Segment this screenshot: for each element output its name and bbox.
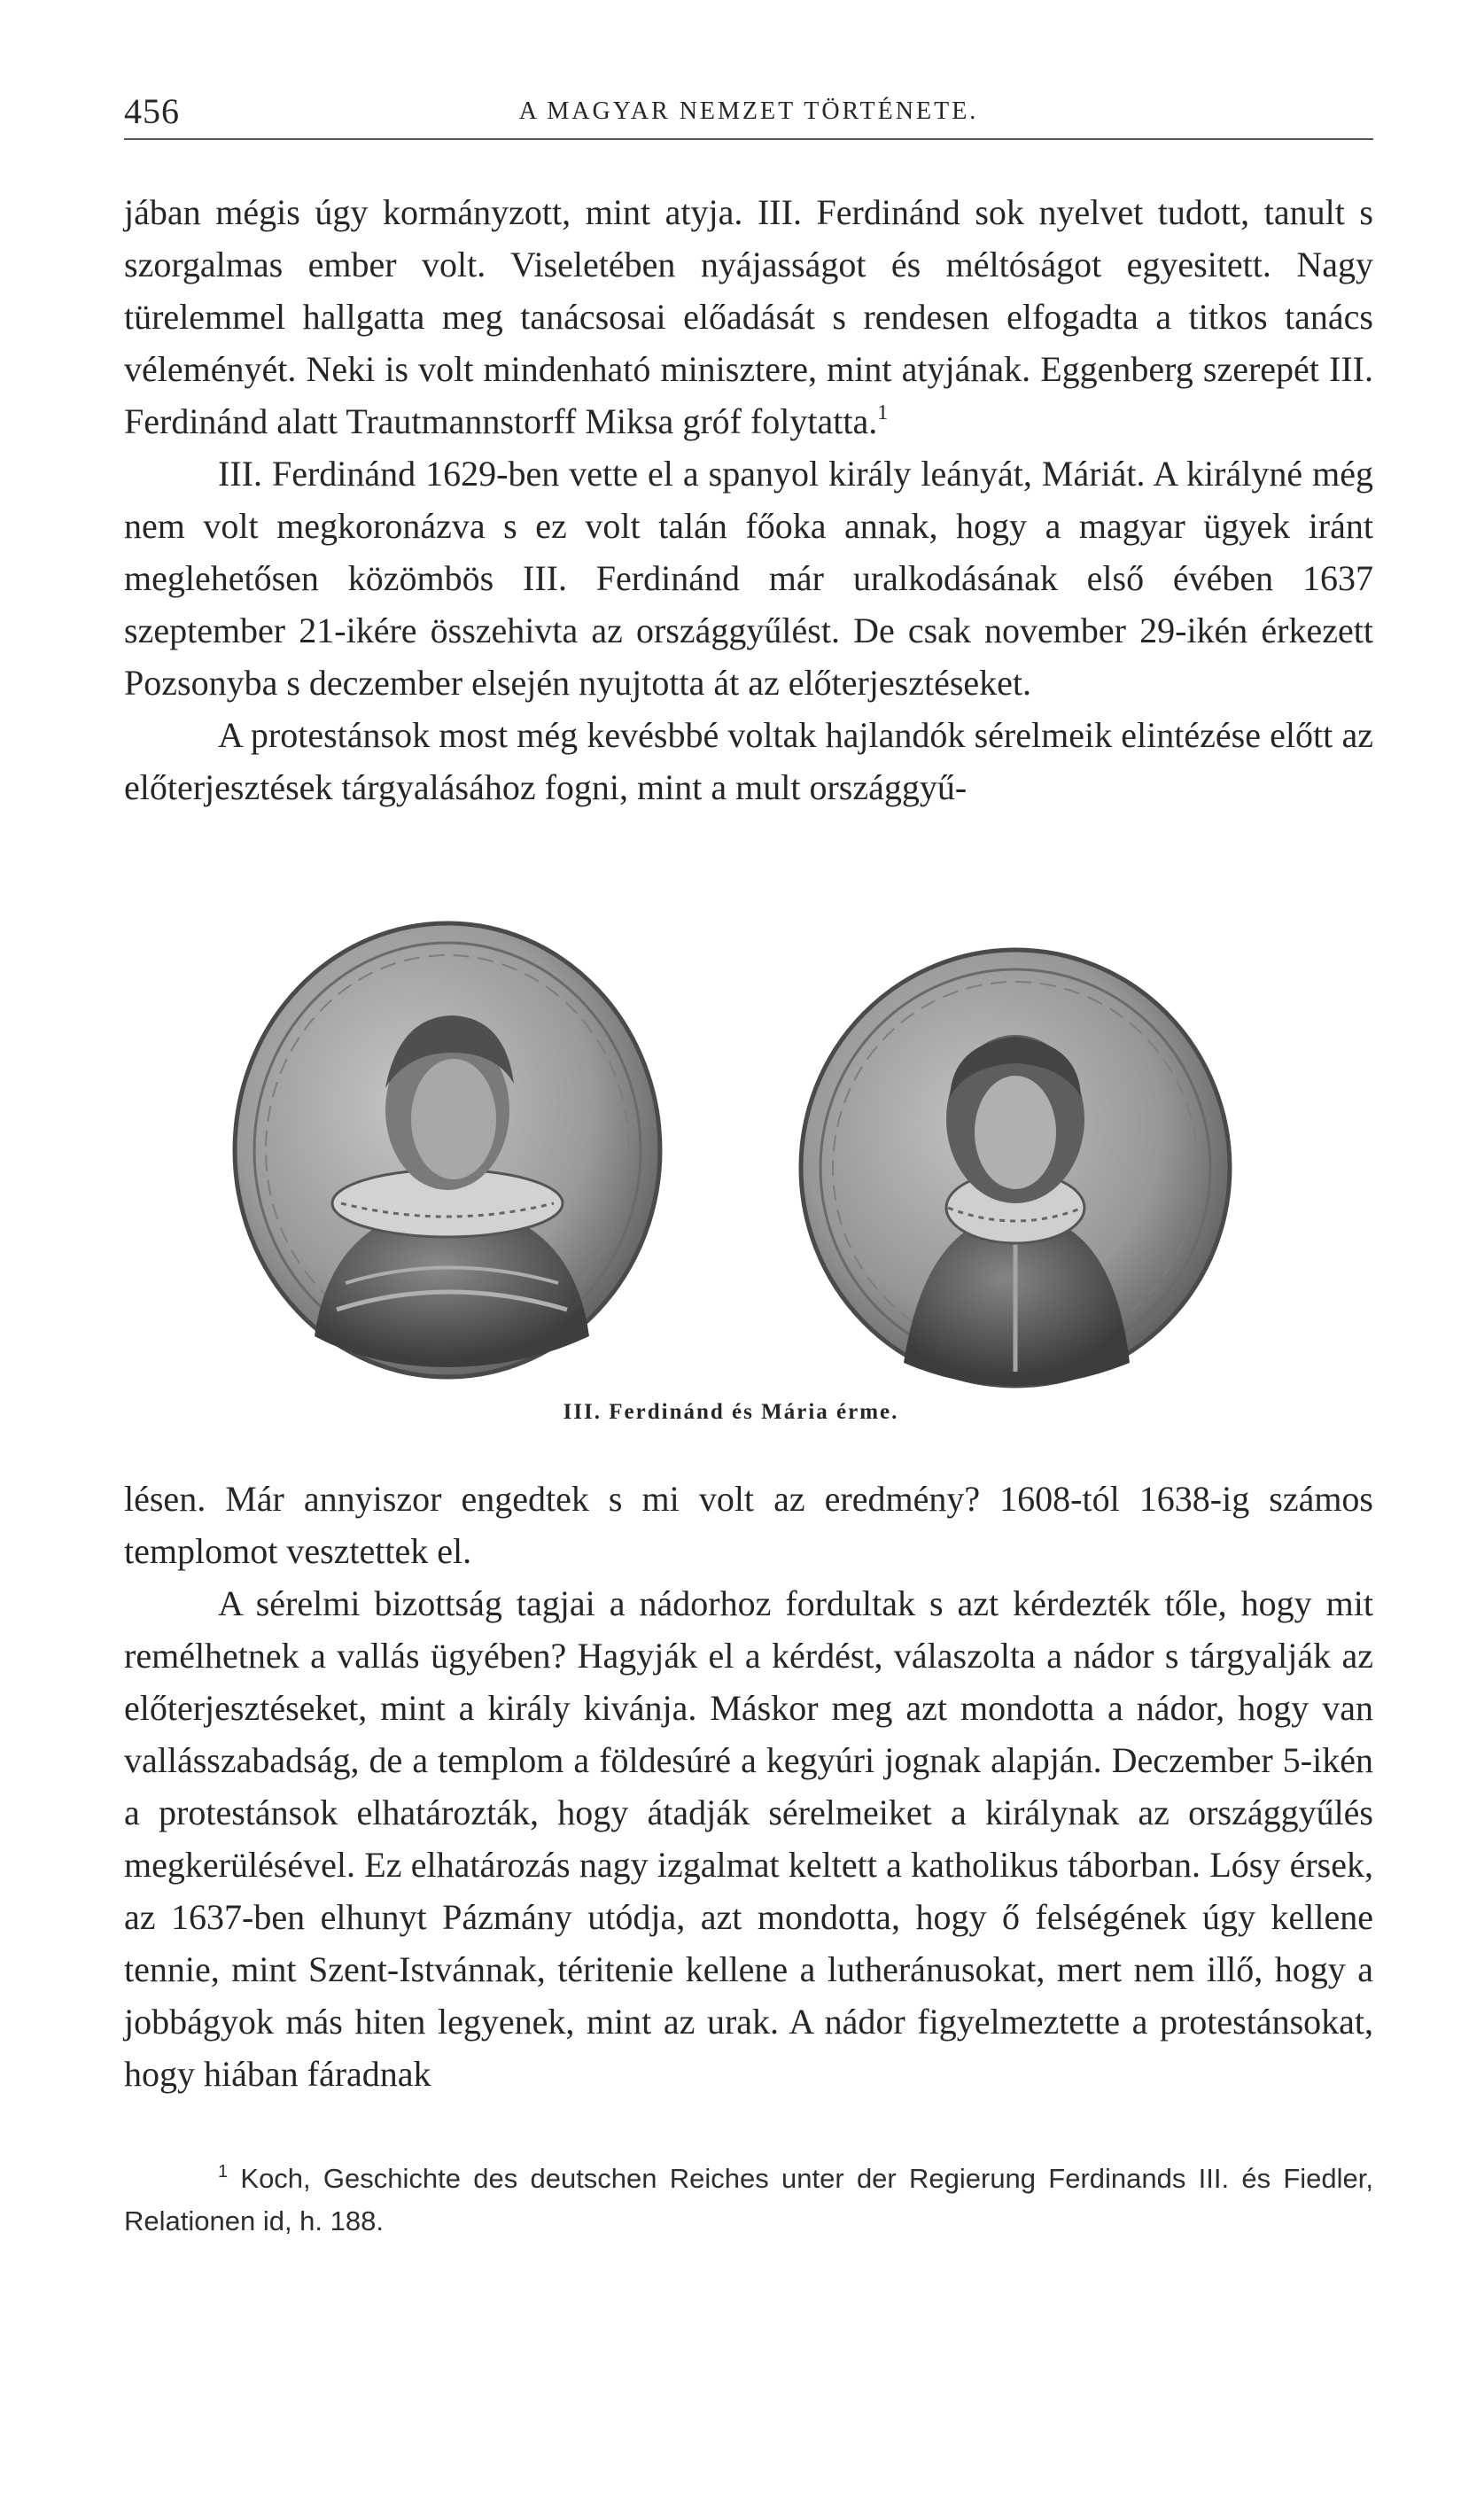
paragraph: A protestánsok most még kevésbbé voltak hajlandók sérelmeik elintézése előtt az előterjesztések tárgyalásához fogni, mint a mult országgyű-: [124, 715, 1373, 807]
footnote: $^1$ Koch, Geschichte des deutschen Reiches unter der Regierung Ferdinands III. és Fiedler, Relationen id, h. 188.: [124, 2162, 1373, 2236]
paragraph: A sérelmi bizottság tagjai a nádorhoz fordultak s azt kérdezték tőle, hogy mit remélhetnek a vallás ügyében? Hagyják el a kérdést, válaszolta a nádor s tárgyalják az előterjesztéseket, mint a király kivánja. Máskor meg azt mondotta a nádor, hogy van vallásszabadság, de a templom a földesúré a kegyúri jognak alapján. Deczember 5-ikén a protestánsok elhatározták, hogy átadják sérelmeiket a királynak az országgyűlés megkerülésével. Ez elhatározás nagy izgalmat keltett a katholikus táborban. Lósy érsek, az 1637-ben elhunyt Pázmány utódja, azt mondotta, hogy ő felségének úgy kellene tennie, mint Szent-Istvánnak, téritenie kellene a lutheránusokat, mert nem illő, hogy a jobbágyok más hiten legyenek, mint az urak. A nádor figyelmeztette a protestánsokat, hogy hiában fáradnak: [124, 1583, 1373, 2094]
medal-ferdinand-portrait-icon: [230, 920, 664, 1381]
footnote-marker: 1: [877, 401, 889, 424]
paragraph: lésen. Már annyiszor engedtek s mi volt az eredmény? 1608-tól 1638-ig számos templomot vesztettek el.: [124, 1479, 1373, 1571]
medal-maria-portrait-icon: [797, 946, 1233, 1389]
body-text-bottom: [124, 1473, 1373, 2100]
paragraph: III. Ferdinánd 1629-ben vette el a spanyol király leányát, Máriát. A királyné még nem volt megkoronázva s ez volt talán főoka annak, hogy a magyar ügyek iránt meglehetősen közömbös III. Ferdinánd már uralkodásának első évében 1637 szeptember 21-ikére összehivta az országgyűlést. De csak november 29-ikén érkezett Pozsonyba s deczember elsején nyujtotta át az előterjesztéseket.: [124, 454, 1373, 703]
page-header: [124, 85, 1373, 140]
running-title: A MAGYAR NEMZET TÖRTÉNETE.: [518, 97, 979, 125]
footnotes: [124, 2158, 1373, 2243]
paragraph: jában mégis úgy kormányzott, mint atyja. III. Ferdinánd sok nyelvet tudott, tanult s szorgalmas ember volt. Viseletében nyájasságot és méltóságot egyesitett. Nagy türelemmel hallgatta meg tanácsosai előadását s rendesen elfogadta a titkos tanács véleményét. Neki is volt mindenható minisztere, mint atyjának. Eggenberg szerepét III. Ferdinánd alatt Trautmannstorff Miksa gróf folytatta.$^1$: [124, 192, 1373, 441]
body-text-top: [124, 186, 1373, 813]
page-number: 456: [124, 91, 180, 131]
figure-caption: III. Ferdinánd és Mária érme.: [563, 1400, 899, 1424]
footnote-marker: 1: [218, 2162, 229, 2182]
medal-figure: [213, 904, 1249, 1435]
